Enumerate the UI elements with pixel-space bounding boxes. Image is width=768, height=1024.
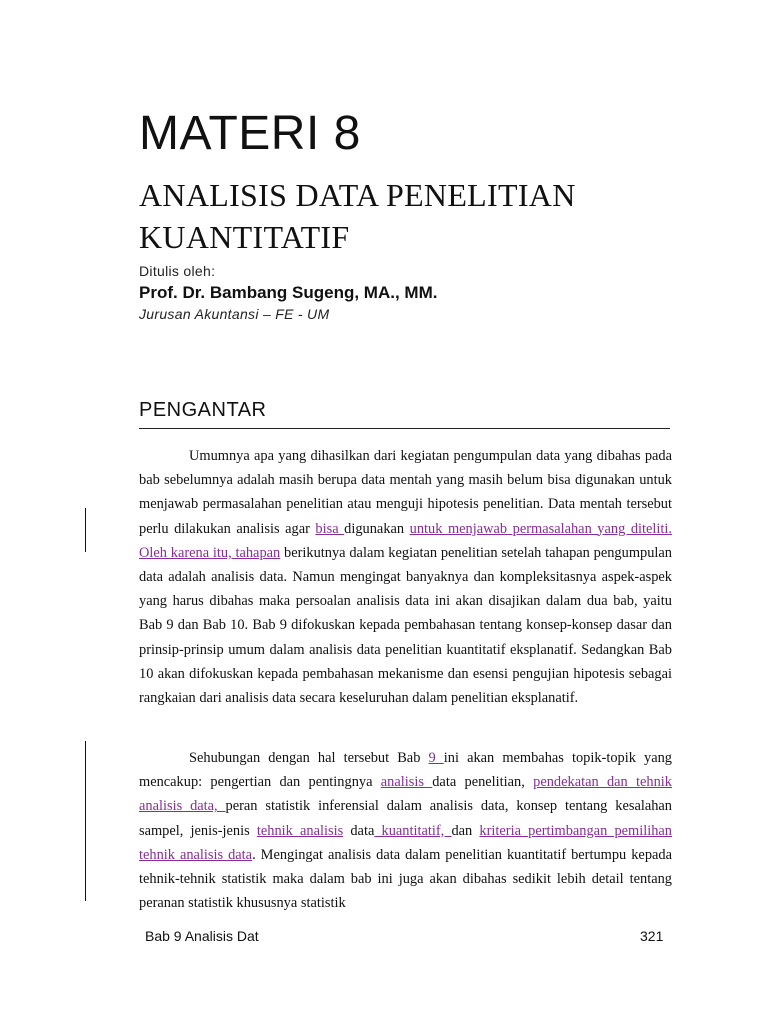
paragraph-text: dan	[451, 822, 480, 839]
footer-chapter-label: Bab 9 Analisis Dat	[145, 928, 259, 944]
body-paragraph-1	[139, 444, 672, 710]
department-line: Jurusan Akuntansi – FE - UM	[139, 306, 330, 322]
page-number: 321	[640, 928, 664, 944]
paragraph-text: Umumnya apa yang dihasilkan dari kegiatan pengumpulan data yang dibahas pada bab sebelumnya adalah masih berupa data mentah yang masih belum bisa digunakan untuk menjawab permasalahan penelitian atau menguji hipotesis penelitian. Data mentah tersebut perlu dilakukan analisis agar	[139, 448, 672, 537]
change-bar	[85, 508, 86, 552]
chapter-title-line-1: ANALISIS DATA PENELITIAN	[139, 177, 576, 213]
tracked-change-link[interactable]: pendekatan dan tehnik analisis data,	[139, 774, 672, 815]
paragraph-text: Sehubungan dengan hal tersebut Bab	[189, 750, 429, 766]
tracked-change-link[interactable]: 9	[428, 750, 444, 766]
chapter-title-line-2: KUANTITATIF	[139, 219, 350, 255]
tracked-change-link[interactable]: kuantitatif,	[374, 822, 452, 839]
change-bar	[85, 741, 86, 901]
written-by-label: Ditulis oleh:	[139, 263, 216, 279]
section-heading: PENGANTAR	[139, 399, 267, 421]
tracked-change-link[interactable]: untuk menjawab permasalahan yang diteliti. Oleh karena itu, tahapan	[139, 520, 672, 561]
tracked-change-link[interactable]: analisis	[380, 774, 433, 791]
paragraph-text: berikutnya dalam kegiatan penelitian setelah tahapan pengumpulan data adalah analisis data. Namun mengingat banyaknya dan kompleksitasnya aspek-aspek yang harus dibahas maka persoalan analisis data ini akan disajikan dalam dua bab, yaitu Bab 9 dan Bab 10. Bab 9 difokuskan kepada pembahasan tentang konsep-konsep dasar dan prinsip-prinsip umum dalam analisis data penelitian kuantitatif eksplanatif. Sedangkan Bab 10 akan difokuskan kepada pembahasan mekanisme dan esensi pengujian hipotesis sebagai rangkaian dari analisis data secara keseluruhan dalam penelitian eksplanatif.	[139, 544, 672, 707]
section-divider	[139, 428, 670, 429]
paragraph-text: digunakan	[344, 520, 410, 537]
paragraph-text: . Mengingat analisis data dalam penelitian kuantitatif bertumpu kepada tehnik-tehnik statistik maka dalam bab ini juga akan dibahas sedikit lebih detail tentang peranan statistik khususnya statistik	[139, 846, 672, 912]
author-name: Prof. Dr. Bambang Sugeng, MA., MM.	[139, 283, 438, 302]
paragraph-text: ini akan membahas topik-topik yang mencakup: pengertian dan pentingnya	[139, 750, 673, 791]
body-paragraph-2	[139, 746, 672, 915]
tracked-change-link[interactable]: kriteria pertimbangan pemilihan tehnik analisis data	[139, 822, 672, 863]
chapter-heading: MATERI 8	[139, 107, 361, 160]
paragraph-text: peran statistik inferensial dalam analisis data, konsep tentang kesalahan sampel, jenis-jenis	[139, 798, 672, 839]
chapter-title	[139, 174, 699, 258]
paragraph-text: data penelitian,	[432, 774, 534, 791]
tracked-change-link[interactable]: bisa	[315, 520, 345, 537]
paragraph-text: data	[343, 822, 375, 839]
tracked-change-link[interactable]: tehnik analisis	[256, 822, 344, 839]
